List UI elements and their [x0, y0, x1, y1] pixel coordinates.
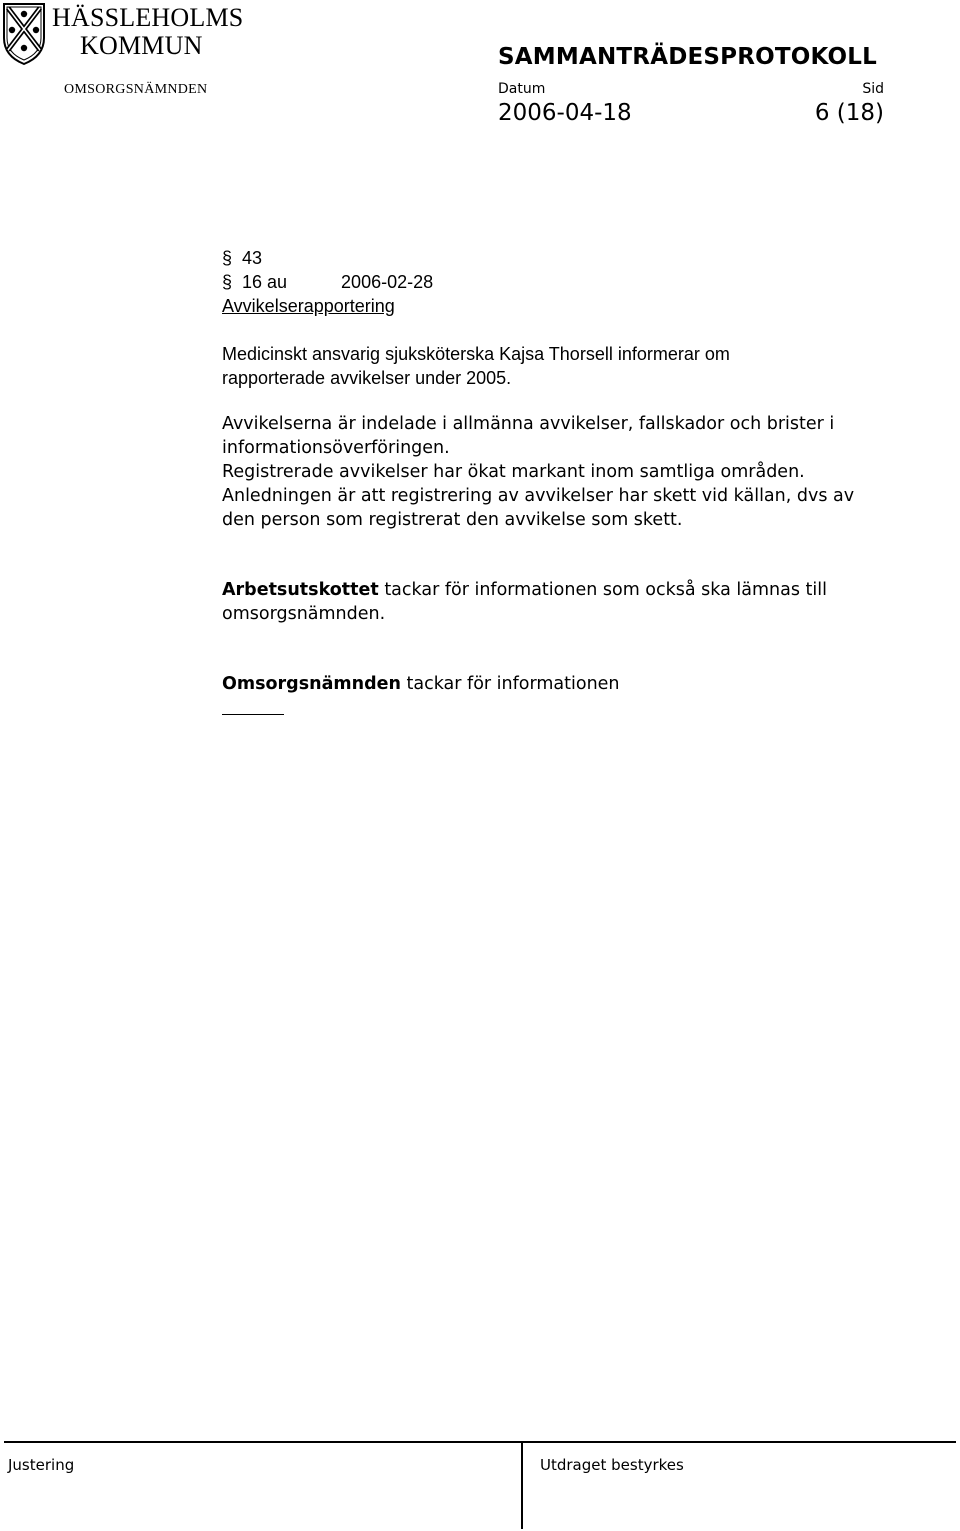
- organization-name: [52, 4, 243, 60]
- intro-line-1: Medicinskt ansvarig sjuksköterska Kajsa Thorsell informerar om: [222, 344, 730, 364]
- body-line-1: Avvikelserna är indelade i allmänna avvikelser, fallskador och brister i: [222, 414, 835, 434]
- board-decision-label: Omsorgsnämnden: [222, 674, 401, 694]
- body-line-5: den person som registrerat den avvikelse som skett.: [222, 510, 683, 530]
- paragraph-number: 43: [242, 248, 263, 268]
- committee-decision-line-1: [222, 578, 827, 602]
- reference-date: 2006-02-28: [341, 272, 434, 292]
- section-sign-reference: §: [222, 272, 233, 292]
- date-value: 2006-04-18: [498, 100, 632, 126]
- page-label: Sid: [862, 81, 884, 97]
- footer-rule: [4, 1441, 956, 1443]
- footer-justering-label: Justering: [8, 1456, 75, 1474]
- paragraph-title: Avvikelserapportering: [222, 296, 395, 316]
- reference-line: [222, 270, 433, 294]
- paragraph-number-line: [222, 246, 262, 270]
- committee-decision-line-2: omsorgsnämnden.: [222, 604, 386, 624]
- committee-decision-label: Arbetsutskottet: [222, 580, 379, 600]
- board-decision-text: tackar för informationen: [400, 674, 620, 694]
- body-line-2: informationsöverföringen.: [222, 438, 450, 458]
- date-label: Datum: [498, 81, 546, 97]
- committee-name: OMSORGSNÄMNDEN: [64, 82, 208, 97]
- reference-number: 16 au: [242, 272, 288, 292]
- footer-certified-label: Utdraget bestyrkes: [540, 1456, 684, 1474]
- page-value: 6 (18): [814, 100, 884, 126]
- board-decision-line: [222, 672, 620, 696]
- intro-line-2: rapporterade avvikelser under 2005.: [222, 368, 512, 388]
- organization-name-line2: KOMMUN: [80, 31, 203, 60]
- body-line-3: Registrerade avvikelser har ökat markant inom samtliga områden.: [222, 462, 805, 482]
- body-line-4: Anledningen är att registrering av avvikelser har skett vid källan, dvs av: [222, 486, 855, 506]
- paragraph-title-line: [222, 294, 395, 318]
- organization-name-line1: HÄSSLEHOLMS: [52, 3, 244, 32]
- footer-divider: [521, 1441, 523, 1529]
- committee-decision-text: tackar för informationen som också ska lämnas till: [378, 580, 827, 600]
- document-type: SAMMANTRÄDESPROTOKOLL: [498, 44, 877, 70]
- municipal-crest-icon: [2, 2, 46, 66]
- section-end-rule: [222, 714, 284, 715]
- section-sign: §: [222, 248, 233, 268]
